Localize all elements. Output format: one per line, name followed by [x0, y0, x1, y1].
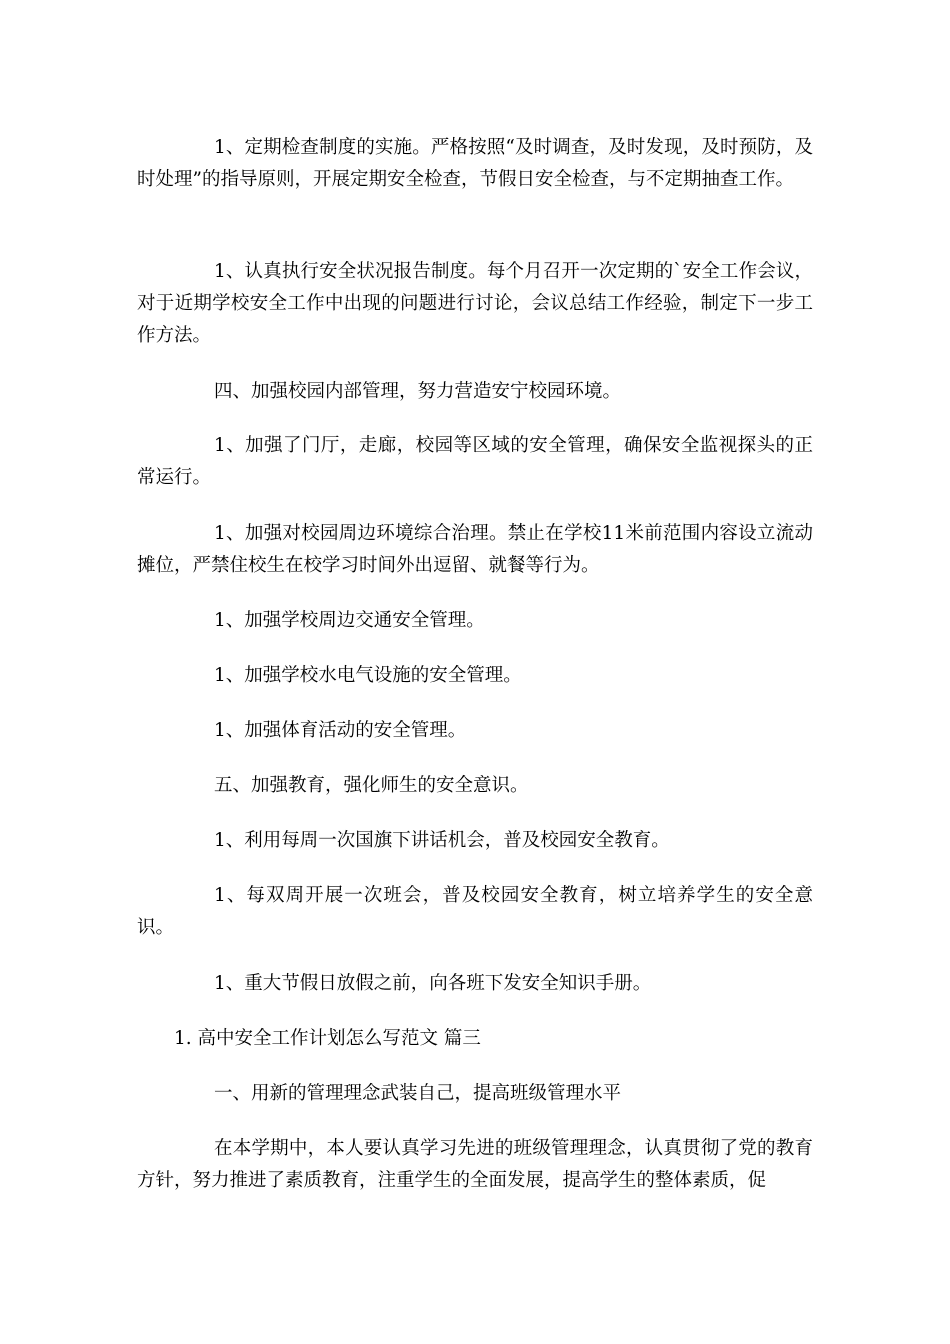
paragraph-holiday-handbook: 1、重大节假日放假之前，向各班下发安全知识手册。	[214, 973, 652, 994]
paragraph-flag-speech: 1、利用每周一次国旗下讲话机会，普及校园安全教育。	[214, 830, 670, 851]
paragraph-periodic-inspection: 1、定期检查制度的实施。严格按照“及时调查，及时发现，及时预防，及时处理”的指导原则，开展定期安全检查，节假日安全检查，与不定期抽查工作。	[137, 137, 813, 190]
section-heading-management-philosophy: 一、用新的管理理念武装自己，提高班级管理水平	[214, 1083, 622, 1104]
paragraph-hallway-management: 1、加强了门厅，走廊，校园等区域的安全管理，确保安全监视探头的正常运行。	[137, 435, 813, 488]
article-heading-part-three: 1. 高中安全工作计划怎么写范文 篇三	[174, 1028, 481, 1049]
paragraph-class-meeting: 1、每双周开展一次班会，普及校园安全教育，树立培养学生的安全意识。	[137, 885, 813, 938]
paragraph-traffic-safety: 1、加强学校周边交通安全管理。	[214, 610, 485, 631]
paragraph-safety-report: 1、认真执行安全状况报告制度。每个月召开一次定期的`安全工作会议，对于近期学校安全工作中出现的问题进行讨论，会议总结工作经验，制定下一步工作方法。	[137, 261, 813, 346]
section-heading-education: 五、加强教育，强化师生的安全意识。	[214, 775, 529, 796]
paragraph-sports-safety: 1、加强体育活动的安全管理。	[214, 720, 467, 741]
paragraph-utilities-safety: 1、加强学校水电气设施的安全管理。	[214, 665, 522, 686]
paragraph-surroundings-governance: 1、加强对校园周边环境综合治理。禁止在学校11米前范围内容设立流动摊位，严禁住校生在校学习时间外出逗留、就餐等行为。	[137, 523, 813, 576]
paragraph-semester-plan: 在本学期中，本人要认真学习先进的班级管理理念，认真贯彻了党的教育方针，努力推进了素质教育，注重学生的全面发展，提高学生的整体素质，促	[137, 1138, 813, 1191]
section-heading-campus-management: 四、加强校园内部管理，努力营造安宁校园环境。	[214, 381, 622, 402]
